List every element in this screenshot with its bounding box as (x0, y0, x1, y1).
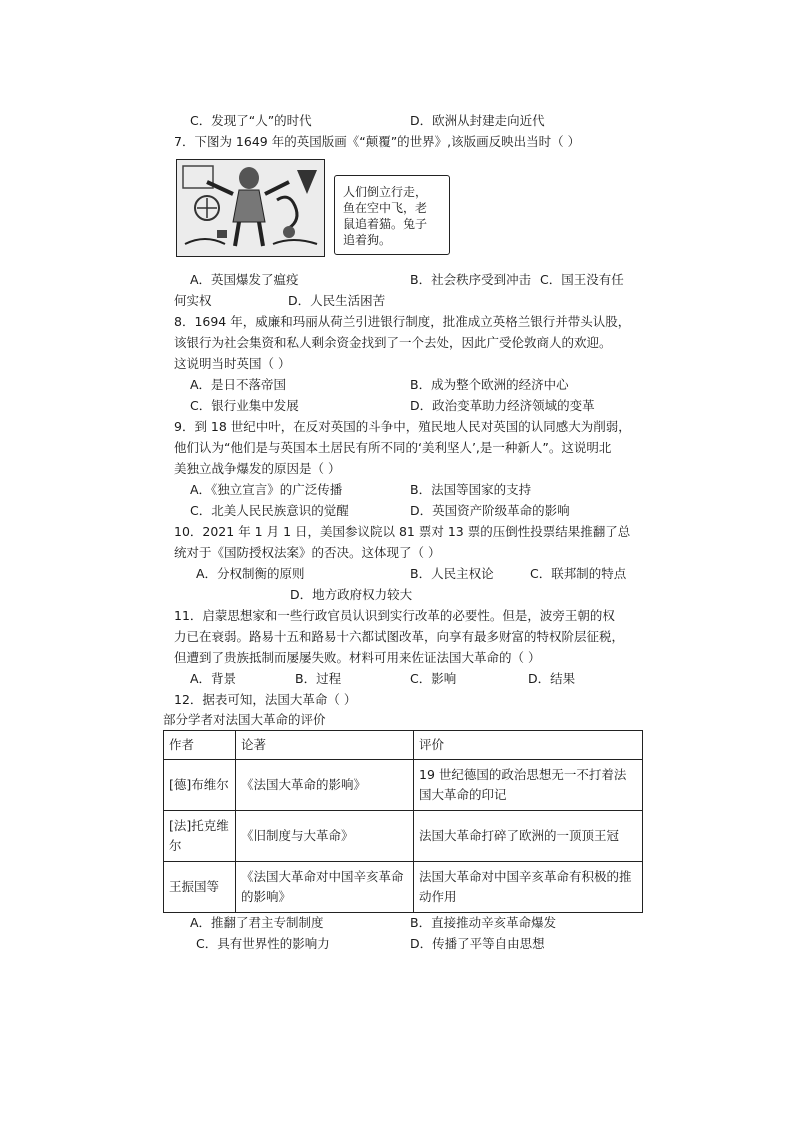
q7-stem: 7．下图为 1649 年的英国版画《“颠覆”的世界》,该版画反映出当时（ ） (174, 134, 581, 149)
q10-option-d: D．地方政府权力较大 (290, 587, 413, 602)
cell-eval: 法国大革命对中国辛亥革命有积极的推动作用 (414, 862, 643, 913)
q10-stem-1: 10．2021 年 1 月 1 日，美国参议院以 81 票对 13 票的压倒性投票结果推翻了总 (174, 524, 631, 539)
q12-stem: 12．据表可知，法国大革命（ ） (174, 692, 357, 707)
table-row (164, 811, 643, 862)
q9-stem-2: 他们认为“他们是与英国本土居民有所不同的‘美利坚人’,是一种新人”。这说明北 (174, 440, 612, 455)
cell-eval: 法国大革命打碎了欧洲的一顶顶王冠 (414, 811, 643, 862)
q11-option-d: D．结果 (528, 671, 576, 686)
cell-author: 王振国等 (164, 862, 236, 913)
woodcut-image (176, 159, 325, 257)
q8-stem-2: 该银行为社会集资和私人剩余资金找到了一个去处，因此广受伦敦商人的欢迎。 (174, 335, 612, 350)
q11-stem-2: 力已在衰弱。路易十五和路易十六都试图改革，向享有最多财富的特权阶层征税， (174, 629, 625, 644)
q8-option-b: B．成为整个欧洲的经济中心 (410, 377, 569, 392)
q11-stem-3: 但遭到了贵族抵制而屡屡失败。材料可用来佐证法国大革命的（ ） (174, 650, 541, 665)
bubble-line-3: 鼠追着猫。兔子 (343, 217, 428, 231)
q7-option-c-cont: 何实权 (174, 293, 212, 308)
bubble-line-4: 追着狗。 (343, 233, 392, 247)
q7-option-c: C．国王没有任 (540, 272, 624, 287)
speech-bubble (334, 175, 450, 255)
bubble-line-2: 鱼在空中飞，老 (343, 201, 428, 215)
cell-work: 《法国大革命的影响》 (236, 760, 414, 811)
q12-option-d: D．传播了平等自由思想 (410, 936, 545, 951)
header-author: 作者 (164, 731, 236, 760)
q8-stem-3: 这说明当时英国（ ） (174, 356, 291, 371)
q10-stem-2: 统对于《国防授权法案》的否决。这体现了（ ） (174, 545, 441, 560)
q6-option-c: C．发现了“人”的时代 (190, 113, 312, 128)
q8-stem-1: 8．1694 年，威廉和玛丽从荷兰引进银行制度，批准成立英格兰银行并带头认股， (174, 314, 631, 329)
table-row (164, 862, 643, 913)
cell-eval: 19 世纪德国的政治思想无一不打着法国大革命的印记 (414, 760, 643, 811)
q10-option-a: A．分权制衡的原则 (196, 566, 305, 581)
q9-stem-3: 美独立战争爆发的原因是（ ） (174, 461, 341, 476)
q11-option-b: B．过程 (295, 671, 342, 686)
evaluation-table (163, 730, 643, 913)
cell-author: [德]布维尔 (164, 760, 236, 811)
q9-option-c: C．北美人民民族意识的觉醒 (190, 503, 349, 518)
upside-down-world-woodcut (177, 160, 324, 256)
q9-option-a: A．《独立宣言》的广泛传播 (190, 482, 343, 497)
table-header-row (164, 731, 643, 760)
q7-option-a: A．英国爆发了瘟疫 (190, 272, 299, 287)
q8-option-c: C．银行业集中发展 (190, 398, 299, 413)
q12-option-a: A．推翻了君主专制制度 (190, 915, 324, 930)
table-caption: 部分学者对法国大革命的评价 (163, 712, 326, 727)
q12-option-b: B．直接推动辛亥革命爆发 (410, 915, 557, 930)
bubble-line-1: 人们倒立行走， (343, 185, 428, 199)
q11-option-c: C．影响 (410, 671, 457, 686)
table-row (164, 760, 643, 811)
q8-option-d: D．政治变革助力经济领域的变革 (410, 398, 595, 413)
q6-option-d: D．欧洲从封建走向近代 (410, 113, 545, 128)
q10-option-c: C．联邦制的特点 (530, 566, 627, 581)
q11-option-a: A．背景 (190, 671, 237, 686)
header-work: 论著 (236, 731, 414, 760)
cell-work: 《旧制度与大革命》 (236, 811, 414, 862)
cell-author: [法]托克维尔 (164, 811, 236, 862)
q9-option-d: D．英国资产阶级革命的影响 (410, 503, 570, 518)
q9-stem-1: 9．到 18 世纪中叶，在反对英国的斗争中，殖民地人民对英国的认同感大为削弱， (174, 419, 631, 434)
q7-option-b: B．社会秩序受到冲击 (410, 272, 532, 287)
q10-option-b: B．人民主权论 (410, 566, 494, 581)
q11-stem-1: 11．启蒙思想家和一些行政官员认识到实行改革的必要性。但是，波旁王朝的权 (174, 608, 615, 623)
cell-work: 《法国大革命对中国辛亥革命的影响》 (236, 862, 414, 913)
q12-option-c: C．具有世界性的影响力 (196, 936, 330, 951)
q9-option-b: B．法国等国家的支持 (410, 482, 532, 497)
q8-option-a: A．是日不落帝国 (190, 377, 287, 392)
q7-option-d: D．人民生活困苦 (288, 293, 386, 308)
header-eval: 评价 (414, 731, 643, 760)
